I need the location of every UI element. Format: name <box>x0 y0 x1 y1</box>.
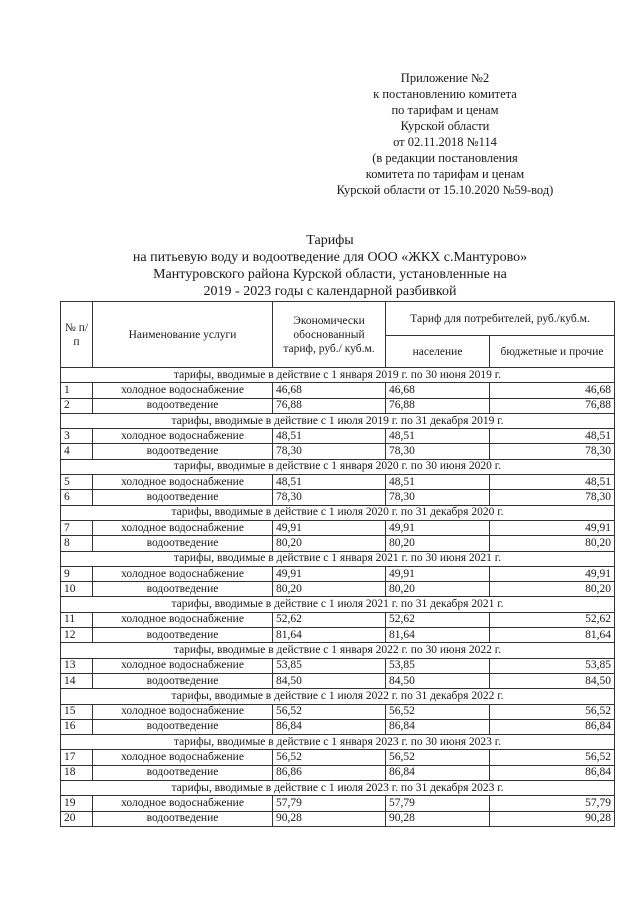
service-name: холодное водоснабжение <box>93 704 273 719</box>
table-row <box>61 444 615 459</box>
service-name: холодное водоснабжение <box>93 566 273 581</box>
row-number: 12 <box>61 628 93 643</box>
tariff-body <box>61 368 615 827</box>
economic-tariff: 52,62 <box>273 612 386 627</box>
period-row <box>61 551 615 566</box>
population-tariff: 49,91 <box>386 566 490 581</box>
period-label: тарифы, вводимые в действие с 1 июля 2022 г. по 31 декабря 2022 г. <box>61 689 615 704</box>
economic-tariff: 90,28 <box>273 811 386 826</box>
row-number: 6 <box>61 490 93 505</box>
row-number: 10 <box>61 582 93 597</box>
period-row <box>61 368 615 383</box>
header-service: Наименование услуги <box>93 302 273 368</box>
appendix-line: от 02.11.2018 №114 <box>393 135 497 149</box>
title-line: на питьевую воду и водоотведение для ООО «ЖКХ с.Мантурово» <box>132 250 528 265</box>
population-tariff: 48,51 <box>386 429 490 444</box>
budget-tariff: 56,52 <box>490 750 615 765</box>
population-tariff: 46,68 <box>386 383 490 398</box>
period-label: тарифы, вводимые в действие с 1 января 2022 г. по 30 июня 2022 г. <box>61 643 615 658</box>
service-name: холодное водоснабжение <box>93 520 273 535</box>
population-tariff: 53,85 <box>386 658 490 673</box>
row-number: 20 <box>61 811 93 826</box>
table-row <box>61 536 615 551</box>
budget-tariff: 78,30 <box>490 490 615 505</box>
population-tariff: 52,62 <box>386 612 490 627</box>
period-row <box>61 505 615 520</box>
economic-tariff: 49,91 <box>273 520 386 535</box>
budget-tariff: 86,84 <box>490 765 615 780</box>
economic-tariff: 46,68 <box>273 383 386 398</box>
service-name: холодное водоснабжение <box>93 475 273 490</box>
row-number: 1 <box>61 383 93 398</box>
header-budget: бюджетные и прочие <box>490 336 615 368</box>
population-tariff: 78,30 <box>386 490 490 505</box>
service-name: водоотведение <box>93 811 273 826</box>
row-number: 17 <box>61 750 93 765</box>
row-number: 4 <box>61 444 93 459</box>
row-number: 5 <box>61 475 93 490</box>
budget-tariff: 86,84 <box>490 719 615 734</box>
row-number: 2 <box>61 398 93 413</box>
service-name: водоотведение <box>93 673 273 688</box>
header-num: № п/п <box>61 302 93 368</box>
table-row <box>61 811 615 826</box>
table-row <box>61 765 615 780</box>
header-consumer: Тариф для потребителей, руб./куб.м. <box>386 302 615 336</box>
budget-tariff: 80,20 <box>490 582 615 597</box>
economic-tariff: 86,84 <box>273 719 386 734</box>
appendix-line: Курской области от 15.10.2020 №59-вод) <box>336 183 554 197</box>
service-name: холодное водоснабжение <box>93 429 273 444</box>
period-row <box>61 459 615 474</box>
population-tariff: 81,64 <box>386 628 490 643</box>
row-number: 15 <box>61 704 93 719</box>
population-tariff: 90,28 <box>386 811 490 826</box>
population-tariff: 76,88 <box>386 398 490 413</box>
period-row <box>61 689 615 704</box>
row-number: 14 <box>61 673 93 688</box>
header-economic: Экономически обоснованный тариф, руб./ куб.м. <box>273 302 386 368</box>
period-row <box>61 781 615 796</box>
table-row <box>61 520 615 535</box>
population-tariff: 80,20 <box>386 582 490 597</box>
header-population: население <box>386 336 490 368</box>
period-row <box>61 597 615 612</box>
service-name: водоотведение <box>93 536 273 551</box>
budget-tariff: 46,68 <box>490 383 615 398</box>
economic-tariff: 86,86 <box>273 765 386 780</box>
table-row <box>61 582 615 597</box>
service-name: холодное водоснабжение <box>93 796 273 811</box>
table-row <box>61 658 615 673</box>
service-name: водоотведение <box>93 398 273 413</box>
row-number: 16 <box>61 719 93 734</box>
service-name: водоотведение <box>93 582 273 597</box>
table-row <box>61 704 615 719</box>
economic-tariff: 57,79 <box>273 796 386 811</box>
row-number: 11 <box>61 612 93 627</box>
row-number: 7 <box>61 520 93 535</box>
table-row <box>61 490 615 505</box>
budget-tariff: 56,52 <box>490 704 615 719</box>
title-line: 2019 - 2023 годы с календарной разбивкой <box>203 284 457 299</box>
service-name: водоотведение <box>93 628 273 643</box>
row-number: 18 <box>61 765 93 780</box>
table-row <box>61 475 615 490</box>
period-label: тарифы, вводимые в действие с 1 января 2020 г. по 30 июня 2020 г. <box>61 459 615 474</box>
economic-tariff: 84,50 <box>273 673 386 688</box>
economic-tariff: 48,51 <box>273 475 386 490</box>
table-row <box>61 719 615 734</box>
period-row <box>61 735 615 750</box>
table-row <box>61 628 615 643</box>
economic-tariff: 80,20 <box>273 582 386 597</box>
economic-tariff: 53,85 <box>273 658 386 673</box>
population-tariff: 49,91 <box>386 520 490 535</box>
service-name: холодное водоснабжение <box>93 750 273 765</box>
appendix-line: к постановлению комитета <box>373 87 517 101</box>
period-label: тарифы, вводимые в действие с 1 июля 2019 г. по 31 декабря 2019 г. <box>61 413 615 428</box>
service-name: холодное водоснабжение <box>93 612 273 627</box>
document-title <box>60 232 600 300</box>
service-name: водоотведение <box>93 490 273 505</box>
table-row <box>61 566 615 581</box>
population-tariff: 86,84 <box>386 719 490 734</box>
appendix-line: (в редакции постановления <box>372 151 518 165</box>
table-row <box>61 673 615 688</box>
budget-tariff: 81,64 <box>490 628 615 643</box>
population-tariff: 56,52 <box>386 704 490 719</box>
appendix-line: Приложение №2 <box>400 71 490 85</box>
population-tariff: 84,50 <box>386 673 490 688</box>
service-name: водоотведение <box>93 765 273 780</box>
appendix-line: по тарифам и ценам <box>391 103 499 117</box>
appendix-line: Курской области <box>400 119 490 133</box>
population-tariff: 57,79 <box>386 796 490 811</box>
economic-tariff: 49,91 <box>273 566 386 581</box>
budget-tariff: 48,51 <box>490 475 615 490</box>
economic-tariff: 78,30 <box>273 490 386 505</box>
service-name: холодное водоснабжение <box>93 383 273 398</box>
budget-tariff: 80,20 <box>490 536 615 551</box>
budget-tariff: 52,62 <box>490 612 615 627</box>
budget-tariff: 78,30 <box>490 444 615 459</box>
row-number: 9 <box>61 566 93 581</box>
period-label: тарифы, вводимые в действие с 1 июля 2023 г. по 31 декабря 2023 г. <box>61 781 615 796</box>
population-tariff: 78,30 <box>386 444 490 459</box>
budget-tariff: 53,85 <box>490 658 615 673</box>
population-tariff: 86,84 <box>386 765 490 780</box>
appendix-line: комитета по тарифам и ценам <box>365 167 525 181</box>
economic-tariff: 56,52 <box>273 704 386 719</box>
economic-tariff: 80,20 <box>273 536 386 551</box>
economic-tariff: 81,64 <box>273 628 386 643</box>
period-label: тарифы, вводимые в действие с 1 января 2021 г. по 30 июня 2021 г. <box>61 551 615 566</box>
table-row <box>61 796 615 811</box>
budget-tariff: 49,91 <box>490 566 615 581</box>
budget-tariff: 48,51 <box>490 429 615 444</box>
table-row <box>61 398 615 413</box>
title-line: Тарифы <box>306 233 354 248</box>
budget-tariff: 90,28 <box>490 811 615 826</box>
population-tariff: 48,51 <box>386 475 490 490</box>
service-name: водоотведение <box>93 444 273 459</box>
period-label: тарифы, вводимые в действие с 1 января 2019 г. по 30 июня 2019 г. <box>61 368 615 383</box>
row-number: 8 <box>61 536 93 551</box>
budget-tariff: 76,88 <box>490 398 615 413</box>
population-tariff: 80,20 <box>386 536 490 551</box>
economic-tariff: 76,88 <box>273 398 386 413</box>
population-tariff: 56,52 <box>386 750 490 765</box>
title-line: Мантуровского района Курской области, установленные на <box>153 267 507 282</box>
table-row <box>61 429 615 444</box>
budget-tariff: 49,91 <box>490 520 615 535</box>
economic-tariff: 78,30 <box>273 444 386 459</box>
period-label: тарифы, вводимые в действие с 1 июля 2020 г. по 31 декабря 2020 г. <box>61 505 615 520</box>
budget-tariff: 57,79 <box>490 796 615 811</box>
service-name: водоотведение <box>93 719 273 734</box>
period-row <box>61 413 615 428</box>
economic-tariff: 56,52 <box>273 750 386 765</box>
row-number: 3 <box>61 429 93 444</box>
table-row <box>61 750 615 765</box>
row-number: 13 <box>61 658 93 673</box>
table-row <box>61 612 615 627</box>
tariff-table <box>60 301 615 827</box>
period-row <box>61 643 615 658</box>
economic-tariff: 48,51 <box>273 429 386 444</box>
row-number: 19 <box>61 796 93 811</box>
period-label: тарифы, вводимые в действие с 1 июля 2021 г. по 31 декабря 2021 г. <box>61 597 615 612</box>
service-name: холодное водоснабжение <box>93 658 273 673</box>
period-label: тарифы, вводимые в действие с 1 января 2023 г. по 30 июня 2023 г. <box>61 735 615 750</box>
appendix-block <box>300 70 590 198</box>
budget-tariff: 84,50 <box>490 673 615 688</box>
table-row <box>61 383 615 398</box>
